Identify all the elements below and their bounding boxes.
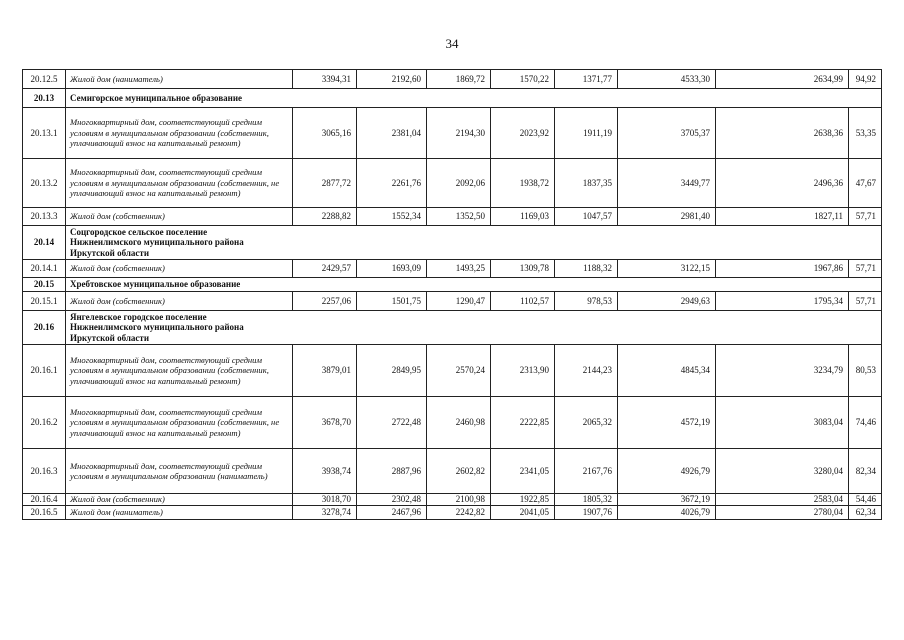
value-cell: 2167,76	[555, 449, 618, 494]
table-row	[23, 506, 882, 520]
row-code: 20.14.1	[23, 260, 66, 278]
value-cell: 2041,05	[491, 506, 555, 520]
value-cell: 3449,77	[618, 159, 716, 208]
housing-type: Многоквартирный дом, соответствующий средним условиям в муниципальном образовании (собственник, не уплачивающий взнос на капитальный ремонт)	[66, 159, 293, 208]
value-cell: 62,34	[849, 506, 882, 520]
value-cell: 4845,34	[618, 345, 716, 397]
value-cell: 2257,06	[293, 292, 357, 311]
value-cell: 2460,98	[427, 397, 491, 449]
value-cell: 2313,90	[491, 345, 555, 397]
section-row	[23, 278, 882, 292]
value-cell: 57,71	[849, 292, 882, 311]
value-cell: 1805,32	[555, 494, 618, 506]
section-title: Семигорское муниципальное образование	[66, 89, 882, 108]
housing-type: Жилой дом (наниматель)	[66, 70, 293, 89]
housing-type: Жилой дом (наниматель)	[66, 506, 293, 520]
value-cell: 2144,23	[555, 345, 618, 397]
row-code: 20.13.3	[23, 208, 66, 226]
section-title: Соцгородское сельское поселение Нижнеилимского муниципального района Иркутской области	[66, 226, 882, 260]
value-cell: 4572,19	[618, 397, 716, 449]
value-cell: 1371,77	[555, 70, 618, 89]
housing-type: Многоквартирный дом, соответствующий средним условиям в муниципальном образовании (собственник, не уплачивающий взнос на капитальный ремонт)	[66, 397, 293, 449]
table-row	[23, 494, 882, 506]
value-cell: 80,53	[849, 345, 882, 397]
value-cell: 1907,76	[555, 506, 618, 520]
value-cell: 3705,37	[618, 108, 716, 159]
value-cell: 2288,82	[293, 208, 357, 226]
value-cell: 3083,04	[716, 397, 849, 449]
table-row	[23, 208, 882, 226]
row-code: 20.14	[23, 226, 66, 260]
value-cell: 1827,11	[716, 208, 849, 226]
value-cell: 1352,50	[427, 208, 491, 226]
value-cell: 2949,63	[618, 292, 716, 311]
table-row	[23, 108, 882, 159]
table-row	[23, 260, 882, 278]
value-cell: 2261,76	[357, 159, 427, 208]
value-cell: 54,46	[849, 494, 882, 506]
value-cell: 2722,48	[357, 397, 427, 449]
housing-type: Жилой дом (собственник)	[66, 494, 293, 506]
value-cell: 1290,47	[427, 292, 491, 311]
value-cell: 4026,79	[618, 506, 716, 520]
value-cell: 1922,85	[491, 494, 555, 506]
value-cell: 1552,34	[357, 208, 427, 226]
row-code: 20.16.3	[23, 449, 66, 494]
value-cell: 2780,04	[716, 506, 849, 520]
row-code: 20.13.1	[23, 108, 66, 159]
value-cell: 2192,60	[357, 70, 427, 89]
table-row	[23, 449, 882, 494]
value-cell: 57,71	[849, 260, 882, 278]
value-cell: 2877,72	[293, 159, 357, 208]
table-row	[23, 70, 882, 89]
row-code: 20.13.2	[23, 159, 66, 208]
value-cell: 57,71	[849, 208, 882, 226]
value-cell: 1188,32	[555, 260, 618, 278]
value-cell: 1501,75	[357, 292, 427, 311]
value-cell: 2602,82	[427, 449, 491, 494]
value-cell: 2981,40	[618, 208, 716, 226]
value-cell: 2023,92	[491, 108, 555, 159]
value-cell: 2496,36	[716, 159, 849, 208]
section-title: Янгелевское городское поселение Нижнеилимского муниципального района Иркутской области	[66, 311, 882, 345]
value-cell: 2222,85	[491, 397, 555, 449]
value-cell: 1570,22	[491, 70, 555, 89]
value-cell: 1967,86	[716, 260, 849, 278]
value-cell: 2849,95	[357, 345, 427, 397]
value-cell: 3234,79	[716, 345, 849, 397]
value-cell: 1911,19	[555, 108, 618, 159]
value-cell: 3394,31	[293, 70, 357, 89]
page-number: 34	[445, 36, 459, 51]
value-cell: 3879,01	[293, 345, 357, 397]
housing-type: Многоквартирный дом, соответствующий средним условиям в муниципальном образовании (собственник, уплачивающий взнос на капитальный ремонт)	[66, 108, 293, 159]
section-row	[23, 311, 882, 345]
value-cell: 1837,35	[555, 159, 618, 208]
value-cell: 2242,82	[427, 506, 491, 520]
row-code: 20.16.5	[23, 506, 66, 520]
housing-type: Жилой дом (собственник)	[66, 208, 293, 226]
value-cell: 74,46	[849, 397, 882, 449]
value-cell: 1169,03	[491, 208, 555, 226]
value-cell: 2429,57	[293, 260, 357, 278]
value-cell: 3672,19	[618, 494, 716, 506]
value-cell: 2092,06	[427, 159, 491, 208]
value-cell: 2583,04	[716, 494, 849, 506]
housing-type: Многоквартирный дом, соответствующий средним условиям в муниципальном образовании (наниматель)	[66, 449, 293, 494]
value-cell: 3678,70	[293, 397, 357, 449]
value-cell: 1869,72	[427, 70, 491, 89]
tariff-table	[22, 69, 882, 520]
value-cell: 82,34	[849, 449, 882, 494]
housing-type: Жилой дом (собственник)	[66, 292, 293, 311]
row-code: 20.16	[23, 311, 66, 345]
row-code: 20.16.4	[23, 494, 66, 506]
table-row	[23, 397, 882, 449]
value-cell: 2887,96	[357, 449, 427, 494]
value-cell: 2065,32	[555, 397, 618, 449]
table-body	[23, 70, 882, 520]
value-cell: 978,53	[555, 292, 618, 311]
value-cell: 94,92	[849, 70, 882, 89]
value-cell: 2467,96	[357, 506, 427, 520]
value-cell: 3122,15	[618, 260, 716, 278]
table-row	[23, 159, 882, 208]
value-cell: 4533,30	[618, 70, 716, 89]
section-title: Хребтовское муниципальное образование	[66, 278, 882, 292]
value-cell: 2100,98	[427, 494, 491, 506]
row-code: 20.16.2	[23, 397, 66, 449]
value-cell: 2341,05	[491, 449, 555, 494]
value-cell: 3280,04	[716, 449, 849, 494]
value-cell: 3065,16	[293, 108, 357, 159]
value-cell: 1938,72	[491, 159, 555, 208]
section-row	[23, 226, 882, 260]
value-cell: 1693,09	[357, 260, 427, 278]
housing-type: Жилой дом (собственник)	[66, 260, 293, 278]
value-cell: 2570,24	[427, 345, 491, 397]
value-cell: 2302,48	[357, 494, 427, 506]
value-cell: 47,67	[849, 159, 882, 208]
table-row	[23, 345, 882, 397]
value-cell: 1047,57	[555, 208, 618, 226]
value-cell: 3938,74	[293, 449, 357, 494]
value-cell: 1309,78	[491, 260, 555, 278]
value-cell: 2381,04	[357, 108, 427, 159]
row-code: 20.13	[23, 89, 66, 108]
section-row	[23, 89, 882, 108]
value-cell: 1102,57	[491, 292, 555, 311]
row-code: 20.15	[23, 278, 66, 292]
row-code: 20.15.1	[23, 292, 66, 311]
value-cell: 2194,30	[427, 108, 491, 159]
value-cell: 53,35	[849, 108, 882, 159]
row-code: 20.16.1	[23, 345, 66, 397]
table-row	[23, 292, 882, 311]
value-cell: 2638,36	[716, 108, 849, 159]
value-cell: 3278,74	[293, 506, 357, 520]
value-cell: 1493,25	[427, 260, 491, 278]
value-cell: 4926,79	[618, 449, 716, 494]
row-code: 20.12.5	[23, 70, 66, 89]
value-cell: 2634,99	[716, 70, 849, 89]
housing-type: Многоквартирный дом, соответствующий средним условиям в муниципальном образовании (собственник, уплачивающий взнос на капитальный ремонт)	[66, 345, 293, 397]
value-cell: 3018,70	[293, 494, 357, 506]
value-cell: 1795,34	[716, 292, 849, 311]
